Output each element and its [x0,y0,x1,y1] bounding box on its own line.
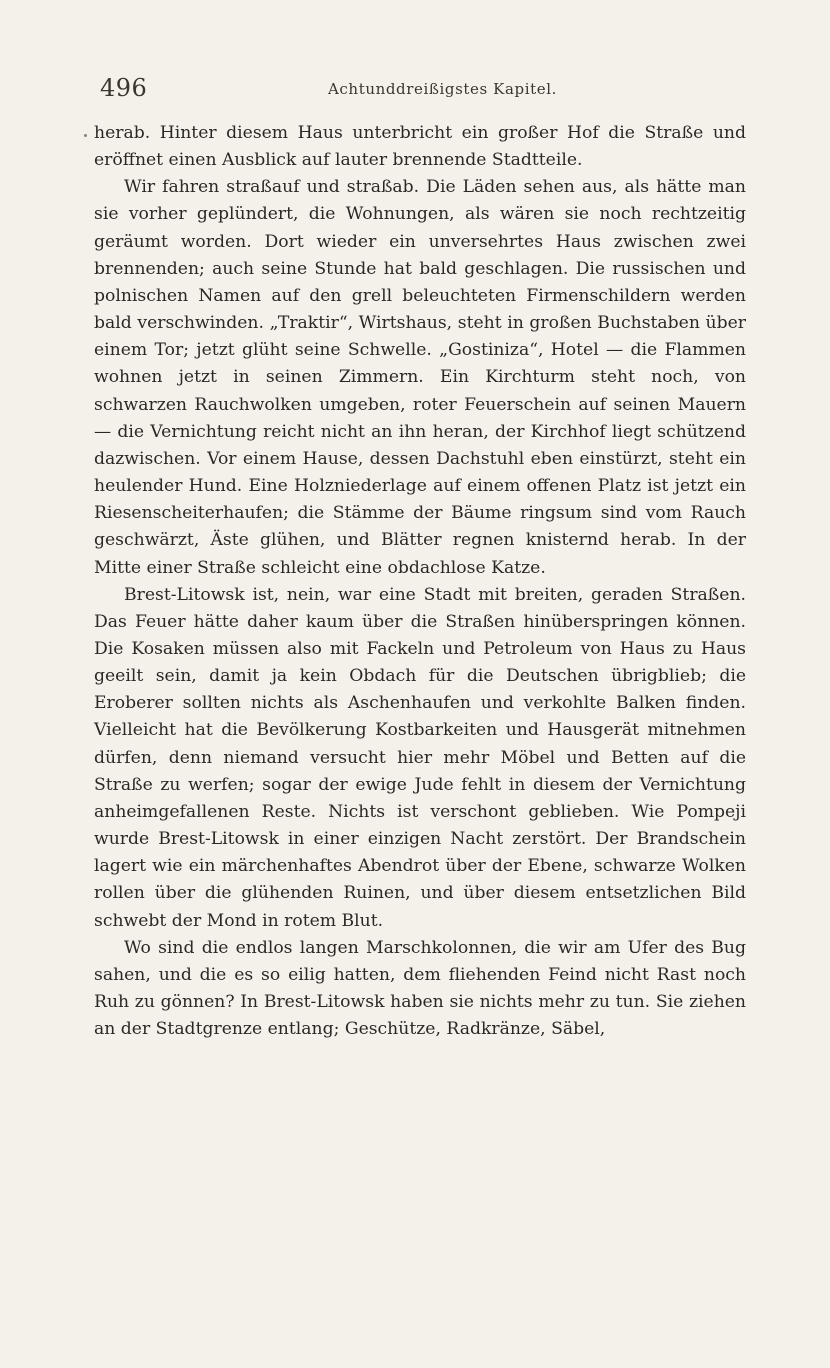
margin-mark [84,134,87,137]
paragraph: Brest-Litowsk ist, nein, war eine Stadt mit breiten, geraden Straßen. Das Feuer hätte daher kaum über die Straßen hinüberspringen können. Die Kosaken müssen also mit Fackeln und Petroleum von Haus zu Haus geeilt sein, damit ja kein Obdach für die Deutschen übrigblieb; die Eroberer sollten nichts als Aschenhaufen und verkohlte Balken finden. Vielleicht hat die Bevölkerung Kostbarkeiten und Hausgerät mitnehmen dürfen, denn niemand versucht hier mehr Möbel und Betten auf die Straße zu werfen; sogar der ewige Jude fehlt in diesem der Vernichtung anheimgefallenen Reste. Nichts ist verschont geblieben. Wie Pompeji wurde Brest-Litowsk in einer einzigen Nacht zerstört. Der Brandschein lagert wie ein märchenhaftes Abendrot über der Ebene, schwarze Wolken rollen über die glühenden Ruinen, und über diesem entsetzlichen Bild schwebt der Mond in rotem Blut. [94,584,746,931]
paragraph: Wir fahren straßauf und straßab. Die Läden sehen aus, als hätte man sie vorher geplündert, die Wohnungen, als wären sie noch rechtzeitig geräumt worden. Dort wieder ein unversehrtes Haus zwischen zwei brennenden; auch seine Stunde hat bald geschlagen. Die russischen und polnischen Namen auf den grell beleuchteten Firmenschildern werden bald verschwinden. „Traktir“, Wirtshaus, steht in großen Buchstaben über einem Tor; jetzt glüht seine Schwelle. „Gostiniza“, Hotel — die Flammen wohnen jetzt in seinen Zimmern. Ein Kirchturm steht noch, von schwarzen Rauchwolken umgeben, roter Feuerschein auf seinen Mauern — die Vernichtung reicht nicht an ihn heran, der Kirchhof liegt schützend dazwischen. Vor einem Hause, dessen Dachstuhl eben einstürzt, steht ein heulender Hund. Eine Holzniederlage auf einem offenen Platz ist jetzt ein Riesenscheiterhaufen; die Stämme der Bäume ringsum sind vom Rauch geschwärzt, Äste glühen, und Blätter regnen knisternd herab. In der Mitte einer Straße schleicht eine obdachlose Katze. [94,177,746,578]
paragraph: Wo sind die endlos langen Marschkolonnen, die wir am Ufer des Bug sahen, und die es so eilig hatten, dem fliehenden Feind nicht Rast noch Ruh zu gönnen? In Brest-Litowsk haben sie nichts mehr zu tun. Sie ziehen an der Stadtgrenze entlang; Geschütze, Radkränze, Säbel, [94,937,746,1040]
paragraph-continuation: herab. Hinter diesem Haus unterbricht ein großer Hof die Straße und eröffnet einen Ausblick auf lauter brennende Stadtteile. [94,123,746,171]
running-head [100,72,740,106]
page-number: 496 [100,74,148,102]
chapter-title: Achtunddreißigstes Kapitel. [328,80,557,98]
body-text [94,120,746,1043]
